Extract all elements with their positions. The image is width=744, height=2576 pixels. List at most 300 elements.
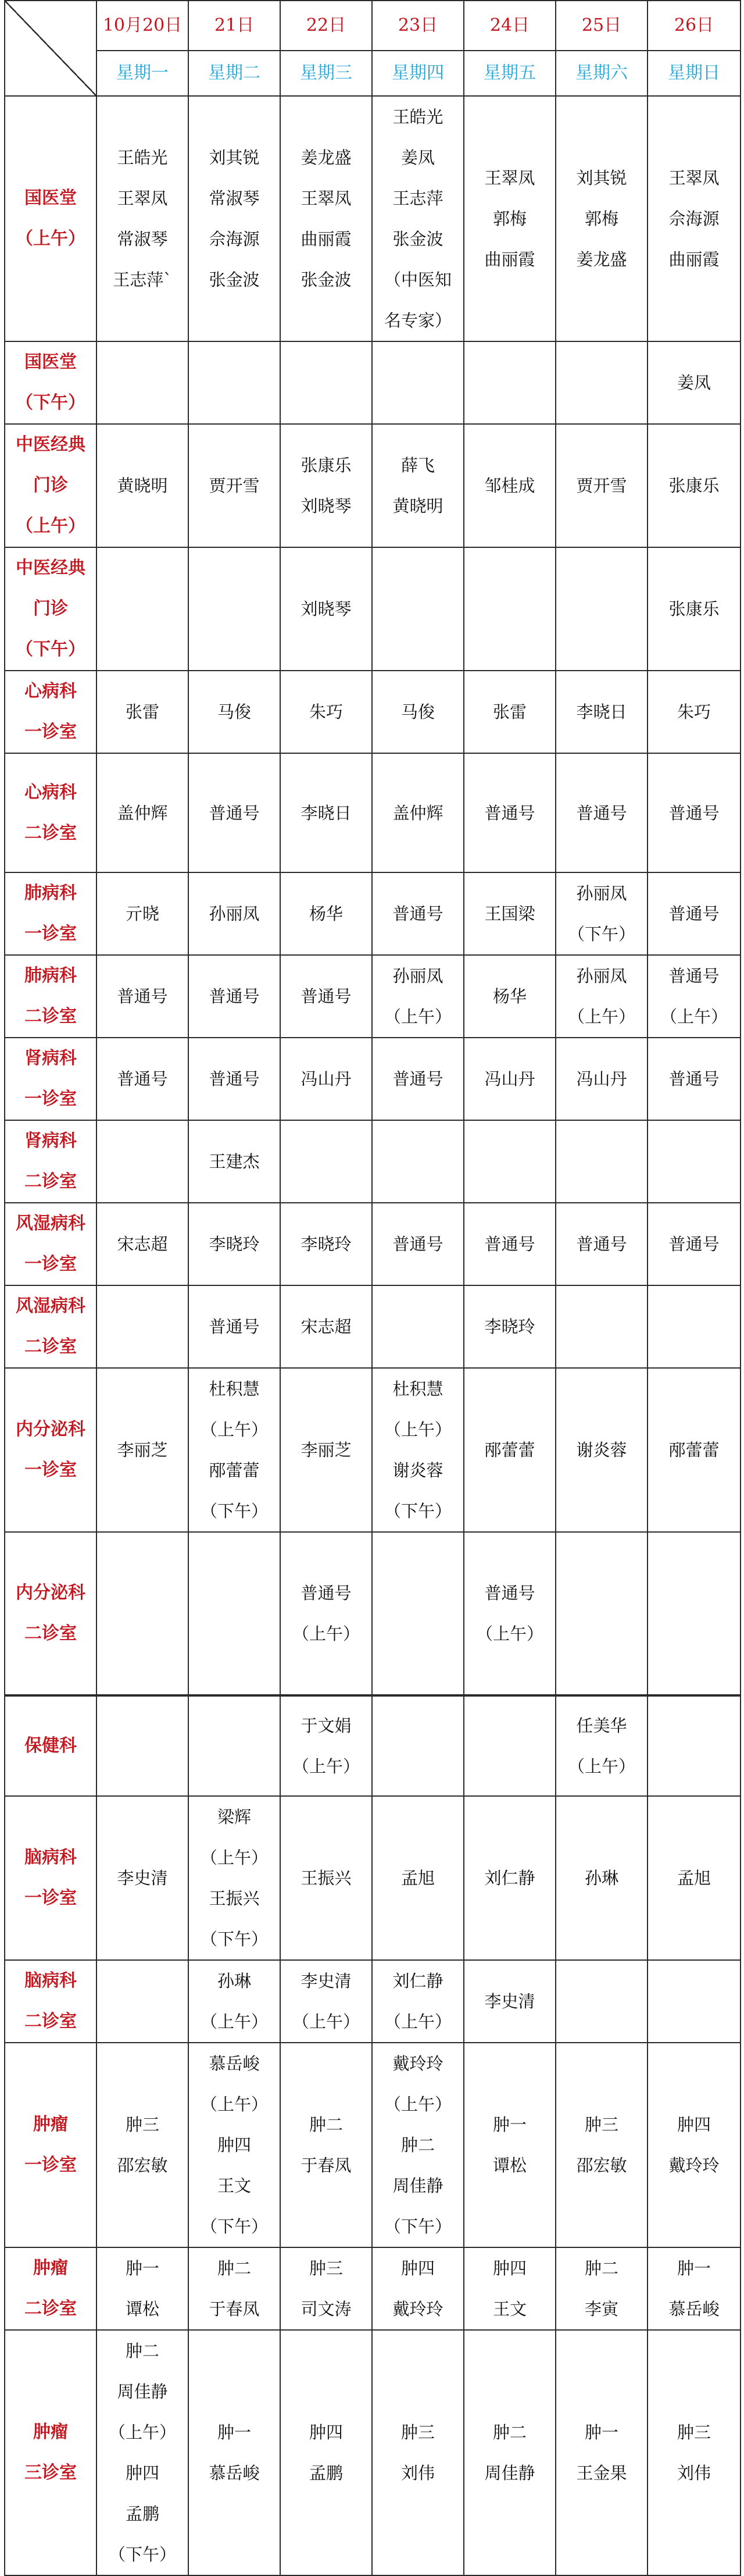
- doctor-entry: 孙丽凤: [576, 966, 627, 986]
- schedule-row: [5, 341, 741, 424]
- doctor-entry: 薛飞: [400, 455, 435, 475]
- doctor-entry: 朱巧: [677, 702, 711, 722]
- department-label-line: 肾病科: [24, 1131, 77, 1151]
- doctor-entry: 冯山丹: [576, 1069, 627, 1089]
- doctor-schedule-cell: [280, 872, 372, 955]
- department-cell: [5, 2330, 96, 2575]
- doctor-schedule-cell: [280, 1038, 372, 1120]
- doctor-entry: 冯山丹: [301, 1069, 352, 1089]
- doctor-entry: 肿三: [584, 2115, 618, 2135]
- doctor-schedule-cell: [372, 2330, 464, 2575]
- doctor-entry: （下午）: [384, 1501, 452, 1521]
- doctor-entry: （上午）: [384, 1007, 452, 1027]
- doctor-entry: 邴蕾蕾: [209, 1460, 260, 1480]
- weekday-cell: 星期四: [372, 51, 464, 96]
- doctor-schedule-cell: [372, 1203, 464, 1285]
- doctor-entry: 马俊: [217, 702, 251, 722]
- department-cell: [5, 1038, 96, 1120]
- doctor-entry: （上午）: [384, 2012, 452, 2032]
- department-label-line: 三诊室: [24, 2463, 77, 2483]
- doctor-entry: 普通号: [668, 803, 720, 823]
- doctor-entry: 王文: [492, 2299, 527, 2319]
- department-label-line: 二诊室: [24, 2299, 77, 2319]
- weekday-cell: 星期一: [96, 51, 188, 96]
- doctor-entry: 姜凤: [677, 373, 711, 393]
- doctor-entry: 王国梁: [484, 904, 535, 924]
- doctor-schedule-cell: [648, 1368, 741, 1532]
- department-label-line: （上午）: [16, 516, 85, 536]
- doctor-schedule-cell: [556, 547, 648, 671]
- doctor-entry: （上午）: [660, 1007, 728, 1027]
- doctor-schedule-cell: [188, 547, 280, 671]
- department-label-line: 脑病科: [24, 1971, 77, 1991]
- department-label-line: 一诊室: [24, 924, 77, 944]
- doctor-entry: 王皓光: [117, 148, 168, 168]
- doctor-entry: 邵宏敏: [117, 2155, 168, 2175]
- doctor-schedule-cell: [188, 1796, 280, 1960]
- schedule-row: [5, 2330, 741, 2575]
- doctor-schedule-cell: [96, 341, 188, 424]
- doctor-entry: 谭松: [492, 2155, 527, 2175]
- doctor-schedule-cell: [556, 424, 648, 547]
- date-cell: 23日: [372, 1, 464, 51]
- department-cell: [5, 1203, 96, 1285]
- department-cell: [5, 1960, 96, 2043]
- date-cell: 21日: [188, 1, 280, 51]
- department-label-line: 二诊室: [24, 1006, 77, 1027]
- doctor-schedule-cell: [464, 671, 556, 753]
- doctor-entry: 肿一: [677, 2258, 711, 2278]
- doctor-entry: 普通号: [668, 904, 720, 924]
- doctor-entry: 普通号: [576, 803, 627, 823]
- doctor-entry: 曲丽霞: [301, 229, 352, 249]
- doctor-entry: 李史清: [301, 1971, 352, 1991]
- doctor-entry: 张金波: [392, 229, 443, 249]
- doctor-schedule-cell: [188, 671, 280, 753]
- doctor-entry: 孟鹏: [309, 2463, 343, 2483]
- department-cell: [5, 872, 96, 955]
- doctor-schedule-cell: [648, 2247, 741, 2330]
- department-label-line: 风湿病科: [16, 1213, 85, 1234]
- doctor-schedule-cell: [280, 1960, 372, 2043]
- doctor-entry: 杜积慧: [209, 1379, 260, 1399]
- doctor-entry: 杜积慧: [392, 1379, 443, 1399]
- doctor-schedule-cell: [96, 2247, 188, 2330]
- doctor-schedule-cell: [464, 2043, 556, 2247]
- doctor-schedule-cell: [648, 2330, 741, 2575]
- doctor-entry: （上午）: [292, 1624, 360, 1644]
- doctor-entry: 肿四: [309, 2422, 343, 2442]
- doctor-entry: 佘海源: [209, 229, 260, 249]
- department-cell: [5, 1532, 96, 1695]
- doctor-schedule-cell: [280, 671, 372, 753]
- doctor-schedule-cell: [648, 96, 741, 341]
- doctor-schedule-cell: [464, 2247, 556, 2330]
- department-label-line: 脑病科: [24, 1847, 77, 1868]
- doctor-entry: 于春凤: [209, 2299, 260, 2319]
- doctor-schedule-cell: [372, 96, 464, 341]
- schedule-row: [5, 1796, 741, 1960]
- doctor-entry: 姜龙盛: [301, 148, 352, 168]
- doctor-schedule-cell: [96, 753, 188, 872]
- doctor-entry: 肿四: [677, 2115, 711, 2135]
- doctor-entry: 刘仁静: [392, 1971, 443, 1991]
- doctor-entry: 谢炎蓉: [392, 1460, 443, 1480]
- doctor-entry: 肿一: [492, 2115, 527, 2135]
- doctor-schedule-cell: [648, 424, 741, 547]
- doctor-entry: 肿二: [309, 2115, 343, 2135]
- doctor-entry: 宋志超: [117, 1234, 168, 1254]
- doctor-entry: 刘伟: [400, 2463, 435, 2483]
- doctor-entry: 盖仲辉: [392, 803, 443, 823]
- doctor-schedule-cell: [188, 1368, 280, 1532]
- doctor-entry: （上午）: [384, 1420, 452, 1440]
- doctor-entry: 普通号: [209, 1317, 260, 1337]
- doctor-schedule-cell: [280, 1203, 372, 1285]
- doctor-schedule-cell: [556, 753, 648, 872]
- doctor-entry: 戴玲玲: [392, 2299, 443, 2319]
- weekday-header-row: [5, 51, 741, 96]
- weekday-cell: 星期三: [280, 51, 372, 96]
- doctor-schedule-cell: [188, 341, 280, 424]
- doctor-entry: 姜凤: [400, 148, 435, 168]
- date-cell: 10月20日: [96, 1, 188, 51]
- doctor-entry: 曲丽霞: [484, 250, 535, 269]
- department-cell: [5, 2247, 96, 2330]
- doctor-entry: 肿二: [400, 2135, 435, 2155]
- doctor-schedule-cell: [188, 96, 280, 341]
- schedule-row: [5, 671, 741, 753]
- weekday-cell: 星期六: [556, 51, 648, 96]
- department-label-line: 中医经典: [16, 434, 85, 455]
- doctor-schedule-cell: [188, 1695, 280, 1796]
- doctor-schedule-cell: [372, 1120, 464, 1203]
- doctor-entry: 肿四: [125, 2463, 159, 2483]
- doctor-schedule-cell: [464, 753, 556, 872]
- doctor-entry: 曲丽霞: [668, 250, 720, 269]
- doctor-schedule-cell: [648, 1203, 741, 1285]
- doctor-entry: （上午）: [292, 1756, 360, 1776]
- doctor-entry: （上午）: [200, 1420, 268, 1440]
- doctor-schedule-cell: [648, 341, 741, 424]
- doctor-entry: 常淑琴: [117, 229, 168, 249]
- doctor-entry: 王文: [217, 2176, 251, 2196]
- doctor-schedule-cell: [372, 424, 464, 547]
- doctor-schedule-cell: [464, 1695, 556, 1796]
- doctor-entry: 普通号: [668, 1069, 720, 1089]
- department-cell: [5, 1285, 96, 1368]
- doctor-entry: （下午）: [108, 2545, 176, 2564]
- department-cell: [5, 2043, 96, 2247]
- doctor-schedule-cell: [464, 96, 556, 341]
- doctor-schedule-cell: [648, 753, 741, 872]
- department-label-line: 肾病科: [24, 1048, 77, 1068]
- date-cell: 26日: [648, 1, 741, 51]
- doctor-entry: 刘伟: [677, 2463, 711, 2483]
- doctor-entry: 谭松: [125, 2299, 159, 2319]
- schedule-row: [5, 1203, 741, 1285]
- doctor-schedule-cell: [556, 2247, 648, 2330]
- department-label-line: 肺病科: [24, 883, 77, 903]
- doctor-schedule-cell: [280, 424, 372, 547]
- doctor-entry: 普通号: [301, 1583, 352, 1603]
- doctor-entry: 邵宏敏: [576, 2155, 627, 2175]
- doctor-entry: 孙丽凤: [392, 966, 443, 986]
- doctor-schedule-cell: [648, 2043, 741, 2247]
- department-label-line: 二诊室: [24, 1171, 77, 1192]
- date-cell: 22日: [280, 1, 372, 51]
- doctor-entry: （上午）: [200, 2012, 268, 2032]
- doctor-entry: 李晓日: [576, 702, 627, 722]
- doctor-schedule-cell: [648, 1120, 741, 1203]
- doctor-entry: 肿二: [217, 2258, 251, 2278]
- doctor-schedule-cell: [464, 1960, 556, 2043]
- doctor-entry: 肿二: [584, 2258, 618, 2278]
- doctor-entry: （下午）: [200, 1929, 268, 1949]
- doctor-schedule-cell: [96, 547, 188, 671]
- doctor-schedule-cell: [464, 2330, 556, 2575]
- doctor-schedule-cell: [372, 872, 464, 955]
- doctor-entry: 孙琳: [584, 1868, 618, 1888]
- doctor-schedule-cell: [556, 1532, 648, 1695]
- doctor-entry: 戴玲玲: [668, 2155, 720, 2175]
- schedule-row: [5, 96, 741, 341]
- doctor-entry: 邴蕾蕾: [668, 1440, 720, 1460]
- doctor-entry: 李晓玲: [209, 1234, 260, 1254]
- doctor-schedule-cell: [648, 1960, 741, 2043]
- doctor-entry: 李寅: [584, 2299, 618, 2319]
- department-label-line: 国医堂: [24, 352, 77, 372]
- doctor-entry: 刘晓琴: [301, 496, 352, 516]
- schedule-row: [5, 424, 741, 547]
- schedule-row: [5, 1038, 741, 1120]
- doctor-schedule-cell: [280, 547, 372, 671]
- doctor-entry: 黄晓明: [117, 476, 168, 496]
- doctor-schedule-cell: [556, 671, 648, 753]
- department-label-line: 二诊室: [24, 822, 77, 843]
- doctor-entry: 慕岳峻: [668, 2299, 720, 2319]
- doctor-schedule-cell: [556, 2330, 648, 2575]
- doctor-schedule-cell: [96, 955, 188, 1038]
- doctor-schedule-cell: [464, 1368, 556, 1532]
- doctor-schedule-cell: [188, 1120, 280, 1203]
- department-label-line: 一诊室: [24, 1460, 77, 1480]
- date-cell: 25日: [556, 1, 648, 51]
- department-label-line: 一诊室: [24, 1254, 77, 1274]
- doctor-schedule-cell: [464, 1796, 556, 1960]
- department-cell: [5, 1695, 96, 1796]
- doctor-entry: 李晓玲: [484, 1317, 535, 1337]
- department-cell: [5, 341, 96, 424]
- doctor-entry: 黄晓明: [392, 496, 443, 516]
- schedule-row: [5, 753, 741, 872]
- doctor-entry: 任美华: [576, 1716, 627, 1736]
- doctor-entry: 王翠凤: [117, 188, 168, 208]
- department-label-line: （下午）: [16, 393, 85, 413]
- doctor-entry: （下午）: [200, 2217, 268, 2236]
- doctor-schedule-cell: [96, 1203, 188, 1285]
- schedule-row: [5, 1368, 741, 1532]
- doctor-schedule-cell: [556, 1203, 648, 1285]
- doctor-schedule-cell: [372, 2247, 464, 2330]
- doctor-entry: 刘仁静: [484, 1868, 535, 1888]
- doctor-entry: 王振兴: [209, 1889, 260, 1908]
- doctor-entry: 杨华: [492, 986, 527, 1006]
- doctor-schedule-cell: [464, 424, 556, 547]
- doctor-entry: （上午）: [567, 1007, 635, 1027]
- doctor-entry: 肿三: [677, 2422, 711, 2442]
- outpatient-schedule-table: [4, 0, 741, 2576]
- doctor-schedule-cell: [556, 1796, 648, 1960]
- department-label-line: 肿瘤: [33, 2258, 68, 2278]
- doctor-schedule-cell: [556, 2043, 648, 2247]
- doctor-entry: 王志萍: [392, 188, 443, 208]
- doctor-entry: 刘晓琴: [301, 599, 352, 619]
- doctor-entry: 亓晓: [125, 904, 159, 924]
- doctor-entry: 王志萍`: [113, 270, 172, 290]
- doctor-schedule-cell: [96, 1285, 188, 1368]
- doctor-schedule-cell: [96, 1960, 188, 2043]
- doctor-entry: 王翠凤: [668, 168, 720, 188]
- doctor-entry: 普通号: [484, 1583, 535, 1603]
- doctor-entry: 孟旭: [400, 1868, 435, 1888]
- department-label-line: 心病科: [24, 782, 77, 803]
- doctor-schedule-cell: [96, 872, 188, 955]
- doctor-entry: 肿三: [309, 2258, 343, 2278]
- department-label-line: 一诊室: [24, 1888, 77, 1908]
- doctor-entry: （上午）: [200, 1848, 268, 1868]
- doctor-schedule-cell: [96, 1796, 188, 1960]
- doctor-entry: 肿一: [217, 2422, 251, 2442]
- doctor-entry: 周佳静: [392, 2176, 443, 2196]
- doctor-entry: 杨华: [309, 904, 343, 924]
- doctor-entry: 王翠凤: [301, 188, 352, 208]
- doctor-entry: （上午）: [292, 2012, 360, 2032]
- doctor-schedule-cell: [188, 1960, 280, 2043]
- doctor-entry: 肿二: [492, 2422, 527, 2442]
- doctor-entry: 周佳静: [117, 2382, 168, 2402]
- doctor-entry: 张康乐: [668, 599, 720, 619]
- doctor-entry: 于春凤: [301, 2155, 352, 2175]
- department-label-line: （上午）: [16, 229, 85, 249]
- weekday-cell: 星期二: [188, 51, 280, 96]
- department-label-line: 二诊室: [24, 1623, 77, 1644]
- department-cell: [5, 96, 96, 341]
- doctor-entry: 肿一: [584, 2422, 618, 2442]
- department-cell: [5, 753, 96, 872]
- doctor-entry: 普通号: [484, 1234, 535, 1254]
- department-cell: [5, 1120, 96, 1203]
- schedule-row: [5, 1695, 741, 1796]
- doctor-schedule-cell: [280, 1796, 372, 1960]
- department-label-line: 肿瘤: [33, 2114, 68, 2135]
- doctor-schedule-cell: [556, 955, 648, 1038]
- doctor-entry: 王建杰: [209, 1152, 260, 1171]
- doctor-schedule-cell: [96, 1695, 188, 1796]
- doctor-entry: 肿四: [400, 2258, 435, 2278]
- doctor-entry: 邹桂成: [484, 476, 535, 496]
- doctor-schedule-cell: [188, 872, 280, 955]
- doctor-entry: （下午）: [567, 924, 635, 944]
- doctor-schedule-cell: [372, 1038, 464, 1120]
- doctor-schedule-cell: [280, 2043, 372, 2247]
- doctor-entry: 王振兴: [301, 1868, 352, 1888]
- doctor-entry: 李晓玲: [301, 1234, 352, 1254]
- doctor-schedule-cell: [188, 2043, 280, 2247]
- doctor-schedule-cell: [372, 955, 464, 1038]
- doctor-schedule-cell: [648, 1038, 741, 1120]
- schedule-row: [5, 547, 741, 671]
- department-cell: [5, 547, 96, 671]
- doctor-schedule-cell: [556, 1695, 648, 1796]
- doctor-schedule-cell: [648, 1285, 741, 1368]
- doctor-schedule-cell: [188, 1203, 280, 1285]
- doctor-schedule-cell: [464, 341, 556, 424]
- department-label-line: 内分泌科: [16, 1583, 85, 1603]
- doctor-entry: 普通号: [668, 1234, 720, 1254]
- doctor-schedule-cell: [648, 1532, 741, 1695]
- doctor-entry: 普通号: [209, 1069, 260, 1089]
- doctor-entry: 戴玲玲: [392, 2054, 443, 2073]
- doctor-entry: 王皓光: [392, 107, 443, 127]
- doctor-schedule-cell: [372, 1960, 464, 2043]
- date-cell: 24日: [464, 1, 556, 51]
- doctor-entry: 孙丽凤: [576, 883, 627, 903]
- doctor-entry: （上午）: [200, 2094, 268, 2114]
- doctor-entry: 普通号: [392, 904, 443, 924]
- doctor-entry: 肿四: [217, 2135, 251, 2155]
- doctor-entry: 普通号: [392, 1069, 443, 1089]
- date-header-row: [5, 1, 741, 51]
- doctor-schedule-cell: [96, 2330, 188, 2575]
- doctor-entry: 于文娟: [301, 1716, 352, 1736]
- doctor-entry: 郭梅: [584, 209, 618, 229]
- doctor-schedule-cell: [188, 2247, 280, 2330]
- schedule-row: [5, 872, 741, 955]
- doctor-entry: 张康乐: [668, 476, 720, 496]
- doctor-schedule-cell: [96, 671, 188, 753]
- doctor-schedule-cell: [96, 424, 188, 547]
- doctor-schedule-cell: [648, 872, 741, 955]
- doctor-schedule-cell: [280, 1695, 372, 1796]
- schedule-row: [5, 1285, 741, 1368]
- doctor-schedule-cell: [372, 671, 464, 753]
- doctor-entry: 王翠凤: [484, 168, 535, 188]
- doctor-entry: 王金果: [576, 2463, 627, 2483]
- schedule-row: [5, 1120, 741, 1203]
- doctor-entry: （上午）: [567, 1756, 635, 1776]
- doctor-schedule-cell: [280, 2247, 372, 2330]
- doctor-schedule-cell: [188, 1532, 280, 1695]
- doctor-entry: （上午）: [475, 1624, 543, 1644]
- doctor-schedule-cell: [96, 1368, 188, 1532]
- doctor-entry: 李史清: [484, 1991, 535, 2011]
- doctor-schedule-cell: [464, 1038, 556, 1120]
- doctor-schedule-cell: [188, 424, 280, 547]
- doctor-schedule-cell: [556, 1038, 648, 1120]
- doctor-entry: 普通号: [301, 986, 352, 1006]
- doctor-schedule-cell: [280, 1368, 372, 1532]
- doctor-entry: 宋志超: [301, 1317, 352, 1337]
- doctor-entry: 佘海源: [668, 209, 720, 229]
- doctor-schedule-cell: [556, 1368, 648, 1532]
- doctor-entry: 肿四: [492, 2258, 527, 2278]
- doctor-schedule-cell: [188, 1038, 280, 1120]
- department-cell: [5, 1368, 96, 1532]
- doctor-entry: 郭梅: [492, 209, 527, 229]
- weekday-cell: 星期五: [464, 51, 556, 96]
- doctor-entry: 贾开雪: [209, 476, 260, 496]
